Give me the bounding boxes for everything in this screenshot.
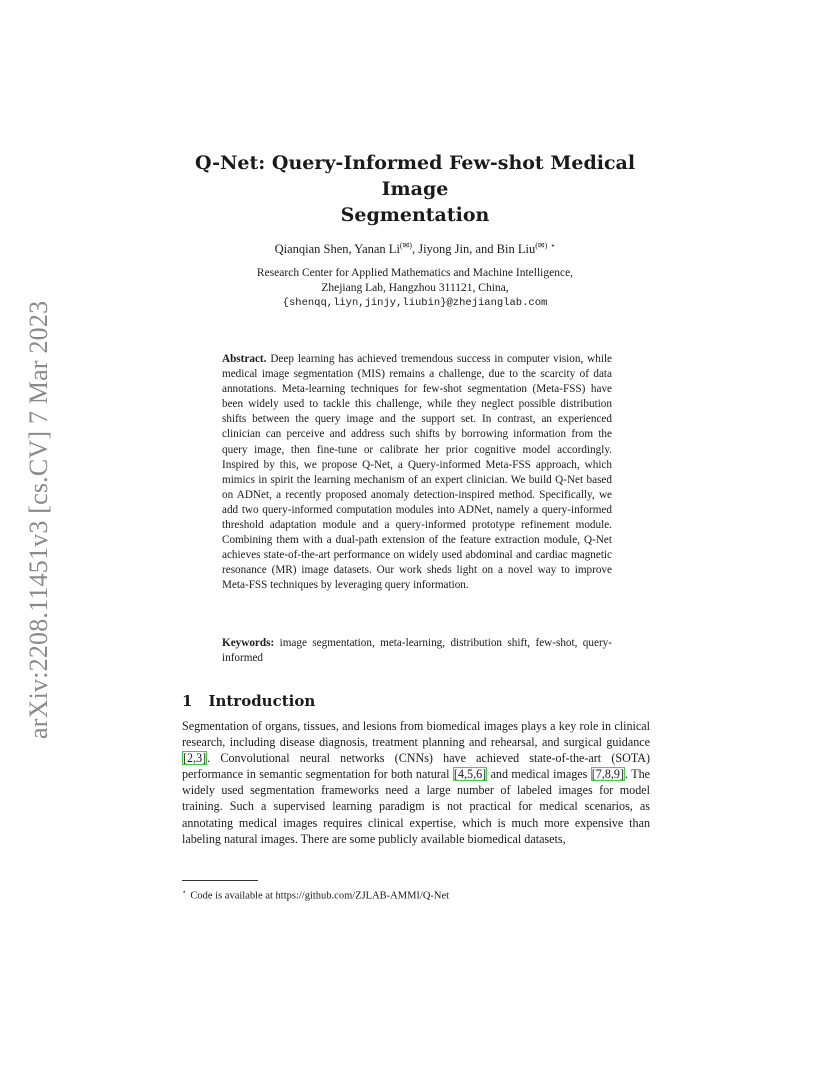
arxiv-identifier-stamp: arXiv:2208.11451v3 [cs.CV] 7 Mar 2023 xyxy=(24,300,53,740)
affiliation-line-2: Zhejiang Lab, Hangzhou 311121, China, xyxy=(321,282,509,294)
title-line-2: Segmentation xyxy=(340,204,490,226)
intro-paragraph xyxy=(182,718,650,847)
citation-link[interactable]: [2,3] xyxy=(183,751,207,766)
authors-part-2: , Jiyong Jin, and Bin Liu xyxy=(411,242,536,257)
keywords-text: image segmentation, meta-learning, distribution shift, few-shot, query-informed xyxy=(222,637,613,665)
section-heading xyxy=(182,692,315,710)
affiliation-line-1: Research Center for Applied Mathematics and Machine Intelligence, xyxy=(256,267,574,279)
keywords-label: Keywords: xyxy=(222,637,275,649)
affiliation xyxy=(170,266,660,311)
citation-link[interactable]: [4,5,6] xyxy=(453,767,487,782)
paper-title xyxy=(170,150,660,228)
author-list xyxy=(170,238,660,257)
author-emails: {shenqq,liyn,jinjy,liubin}@zhejianglab.com xyxy=(282,297,548,309)
intro-text-d: . The widely used segmentation frameworks need a large number of labeled images for model training. Such a supervised learning paradigm is not practical for medical scenarios, as annotating medical images requires clinical expertise, which is much more expensive than labeling natural images. There are some publicly available biomedical datasets, xyxy=(182,767,651,846)
abstract-text: Deep learning has achieved tremendous success in computer vision, while medical image segmentation (MIS) remains a challenge, due to the scarcity of data annotations. Meta-learning techniques for few-shot segmentation (Meta-FSS) have been widely used to tackle this challenge, while they neglect possible distribution shifts between the query image and the support set. In contrast, an experienced clinician can perceive and address such shifts by borrowing information from the query image, then fine-tune or calibrate her prior cognitive model accordingly. Inspired by this, we propose Q-Net, a Query-informed Meta-FSS approach, which mimics in spirit the learning mechanism of an expert clinician. We build Q-Net based on ADNet, a recently proposed anomaly detection-inspired method. Specifically, we add two query-informed computation modules into ADNet, namely a query-informed threshold adaptation module and a query-informed prototype refinement module. Combining them with a dual-path extension of the feature extraction module, Q-Net achieves state-of-the-art performance on widely used abdominal and cardiac magnetic resonance (MR) image datasets. Our work sheds light on a novel way to improve Meta-FSS techniques by leveraging query information. xyxy=(222,353,613,592)
authors-part-1: Qianqian Shen, Yanan Li xyxy=(274,242,400,257)
abstract xyxy=(222,352,612,594)
section-number: 1 xyxy=(182,692,193,710)
envelope-icon: (✉) xyxy=(399,241,412,250)
envelope-icon: (✉) xyxy=(535,241,548,250)
footnote xyxy=(182,885,650,904)
footnote-star-icon: ⋆ xyxy=(182,888,187,896)
footnote-star-icon: ⋆ xyxy=(550,241,556,250)
abstract-label: Abstract. xyxy=(222,353,267,365)
intro-text-b: . Convolutional neural networks (CNNs) have achieved state-of-the-art (SOTA) performance in semantic segmentation for both natural xyxy=(182,751,650,782)
title-line-1: Q-Net: Query-Informed Few-shot Medical Image xyxy=(194,152,636,200)
footnote-text: Code is available at https://github.com/ZJLAB-AMMI/Q-Net xyxy=(190,890,450,902)
intro-text-c: and medical images xyxy=(487,767,591,782)
citation-link[interactable]: [7,8,9] xyxy=(591,767,624,782)
footnote-divider xyxy=(182,880,258,881)
intro-text-a: Segmentation of organs, tissues, and lesions from biomedical images plays a key role in clinical research, including disease diagnosis, treatment planning and rehearsal, and surgical guidance xyxy=(182,719,650,750)
section-title: Introduction xyxy=(208,692,316,710)
keywords xyxy=(222,636,612,666)
